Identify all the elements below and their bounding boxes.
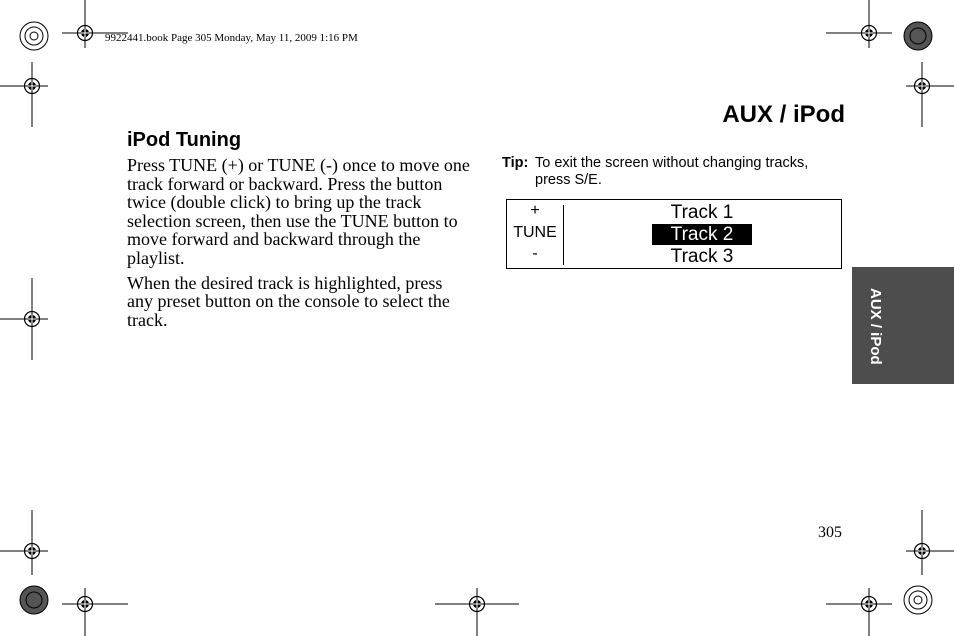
body-text [127, 156, 472, 335]
body-paragraph: Press TUNE (+) or TUNE (-) once to move one track forward or backward. Press the button twice (double click) to bring up the track selection screen, then use the TUNE button to move forward and backward through the playlist. [127, 155, 470, 268]
tip-label: Tip: [502, 155, 529, 171]
subsection-title: iPod Tuning [127, 129, 242, 151]
body-paragraph: When the desired track is highlighted, press any preset button on the console to select the track. [127, 272, 450, 330]
tune-minus-label: - [532, 245, 538, 262]
page-number: 305 [818, 524, 842, 541]
track-item: Track 1 [670, 202, 734, 223]
section-title: AUX / iPod [722, 101, 845, 128]
screen-divider [563, 205, 564, 265]
track-selection-screen [506, 199, 842, 269]
side-tab-label: AUX / iPod [867, 288, 884, 365]
book-file-info: 9922441.book Page 305 Monday, May 11, 2009 1:16 PM [105, 32, 358, 44]
chapter-side-tab [852, 267, 954, 384]
tip-text: To exit the screen without changing tracks, press S/E. [535, 155, 809, 188]
tune-plus-label: + [530, 202, 540, 219]
track-item-selected: Track 2 [652, 224, 752, 245]
tune-label: TUNE [513, 224, 557, 241]
track-item: Track 3 [670, 246, 734, 267]
